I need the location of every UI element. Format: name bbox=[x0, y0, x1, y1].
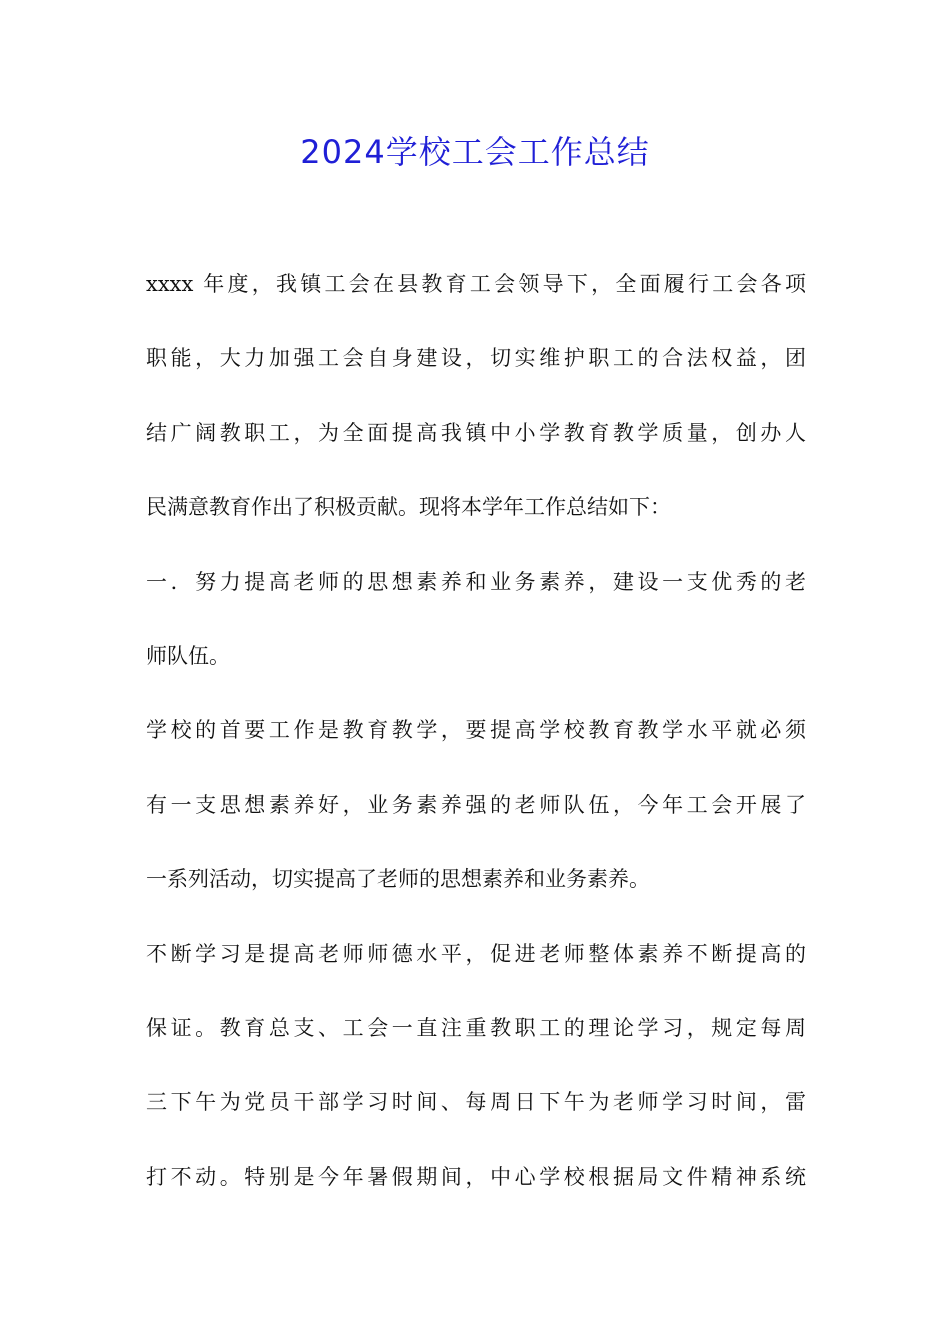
paragraph-line: 学校的首要工作是教育教学，要提高学校教育教学水平就必须 bbox=[146, 718, 806, 743]
paragraph-line: 职能，大力加强工会自身建设，切实维护职工的合法权益，团 bbox=[146, 346, 806, 371]
paragraph-line: 一系列活动，切实提高了老师的思想素养和业务素养。 bbox=[146, 867, 650, 892]
paragraph-line: xxxx 年度，我镇工会在县教育工会领导下，全面履行工会各项 bbox=[146, 272, 806, 296]
paragraph-line: 有一支思想素养好，业务素养强的老师队伍，今年工会开展了 bbox=[146, 792, 806, 817]
section-heading-line: 师队伍。 bbox=[146, 643, 230, 668]
paragraph-line: 三下午为党员干部学习时间、每周日下午为老师学习时间，雷 bbox=[146, 1090, 806, 1115]
document-title: 2024学校工会工作总结 bbox=[300, 133, 650, 171]
paragraph-line: 打不动。特别是今年暑假期间，中心学校根据局文件精神系统 bbox=[146, 1164, 806, 1189]
paragraph-line: 民满意教育作出了积极贡献。现将本学年工作总结如下： bbox=[146, 495, 671, 520]
section-heading-line: 一．努力提高老师的思想素养和业务素养，建设一支优秀的老 bbox=[146, 569, 806, 594]
paragraph-line: 不断学习是提高老师师德水平，促进老师整体素养不断提高的 bbox=[146, 941, 806, 966]
document-body bbox=[146, 262, 806, 1229]
paragraph-line: 保证。教育总支、工会一直注重教职工的理论学习，规定每周 bbox=[146, 1015, 806, 1040]
paragraph-line: 结广阔教职工，为全面提高我镇中小学教育教学质量，创办人 bbox=[146, 420, 806, 445]
